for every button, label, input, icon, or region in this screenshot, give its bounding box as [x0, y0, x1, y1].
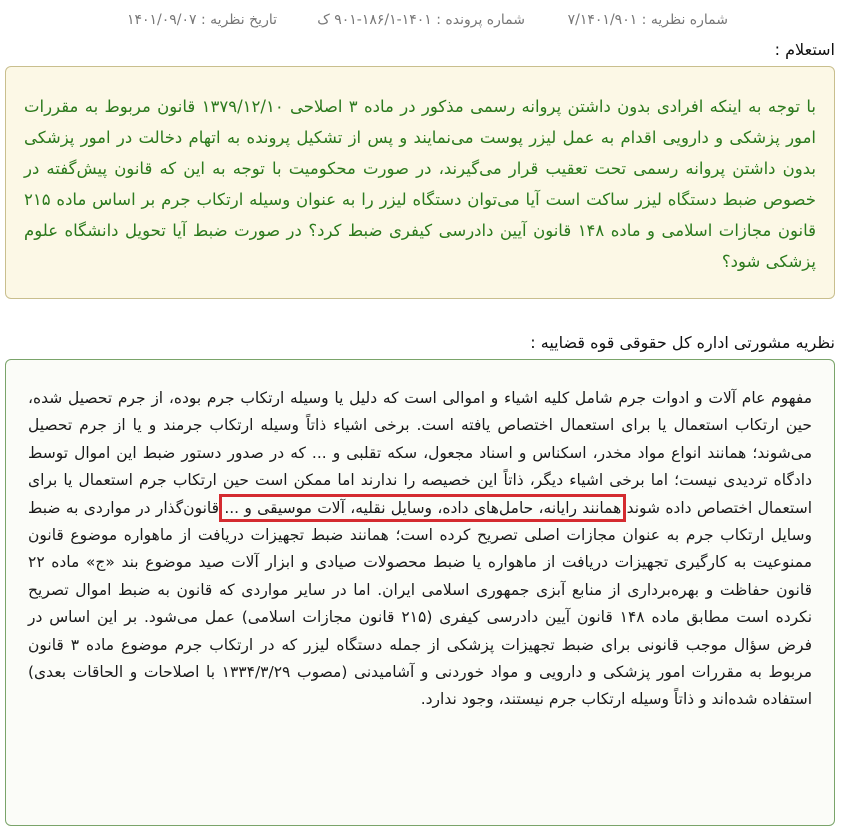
opinion-text-before: مفهوم عام آلات و ادوات جرم شامل کلیه اشیاء و اموالی است که دلیل یا وسیله ارتکاب جرم بوده، از جرم تحصیل شده، حین ارتکاب استعمال یا برای استعمال اختصاص یافته است. برخی اشیاء ذاتاً وسیله ارتکاب جرمند و یا از جرم تحصیل می‌شوند؛ همانند انواع مواد مخدر، اسکناس و اسناد مجعول، سکه تقلبی و ... که در صدور دستور ضبط این اموال توسط دادگاه تردیدی نیست؛ اما برخی اشیاء دیگر، ذاتاً این خصیصه را ندارند اما ممکن است حین ارتکاب جرم استعمال یا برای استعمال اختصاص داده شوند — [28, 389, 812, 517]
opinion-box — [5, 359, 835, 826]
file-number: شماره پرونده : ۱۴۰۱-۱۸۶/۱-۹۰۱ ک — [317, 12, 525, 28]
inquiry-box — [5, 66, 835, 299]
highlighted-phrase: همانند رایانه، حامل‌های داده، وسایل نقلیه، آلات موسیقی و ... — [224, 498, 622, 517]
opinion-heading: نظریه مشورتی اداره کل حقوقی قوه قضاییه : — [530, 333, 835, 352]
opinion-text-after: قانون‌گذار در مواردی به ضبط وسایل ارتکاب جرم به عنوان مجازات اصلی تصریح کرده است؛ همانند ضبط تجهیزات دریافت از ماهواره موضوع قانون ممنوعیت به کارگیری تجهیزات دریافت از ماهواره یا ضبط محصولات صیادی و ابزار آلات صید موضوع بند «ج» ماده ۲۲ قانون حفاظت و بهره‌برداری از منابع آبزی جمهوری اسلامی ایران. اما در سایر مواردی که قانون به ضبط اموال تصریح نکرده است مطابق ماده ۱۴۸ قانون آیین دادرسی کیفری (۲۱۵ قانون مجازات اسلامی) عمل می‌شود. بر این اساس در فرض سؤال موجب قانونی برای ضبط تجهیزات پزشکی از جمله دستگاه لیزر که در ارتکاب جرم موضوع ماده ۳ قانون مربوط به مقررات امور پزشکی و دارویی و مواد خوردنی و آشامیدنی (مصوب ۱۳۳۴/۳/۲۹ با اصلاحات و الحاقات بعدی) استفاده شده‌اند و ذاتاً وسیله ارتکاب جرم نیستند، وجود ندارد. — [28, 498, 813, 709]
document-meta — [0, 12, 843, 36]
opinion-date: تاریخ نظریه : ۱۴۰۱/۰۹/۰۷ — [126, 12, 277, 28]
inquiry-text: با توجه به اینکه افرادی بدون داشتن پروانه رسمی مذکور در ماده ۳ اصلاحی ۱۳۷۹/۱۲/۱۰ قانون مربوط به مقررات امور پزشکی و دارویی اقدام به عمل لیزر پوست می‌نمایند و پس از تشکیل پرونده به اتهام دخالت در امور پزشکی بدون داشتن پروانه رسمی تحت تعقیب قرار می‌گیرند، در صورت محکومیت با توجه به این که قانون پیش‌گفته در خصوص ضبط دستگاه لیزر ساکت است آیا می‌توان دستگاه لیزر را به عنوان وسیله ارتکاب جرم بر اساس ماده ۲۱۵ قانون مجازات اسلامی و ماده ۱۴۸ قانون آیین دادرسی کیفری ضبط کرد؟ در صورت ضبط آیا تحویل دانشگاه علوم پزشکی شود؟ — [24, 97, 817, 271]
inquiry-heading: استعلام : — [774, 40, 835, 59]
opinion-number: شماره نظریه : ۷/۱۴۰۱/۹۰۱ — [567, 12, 728, 28]
